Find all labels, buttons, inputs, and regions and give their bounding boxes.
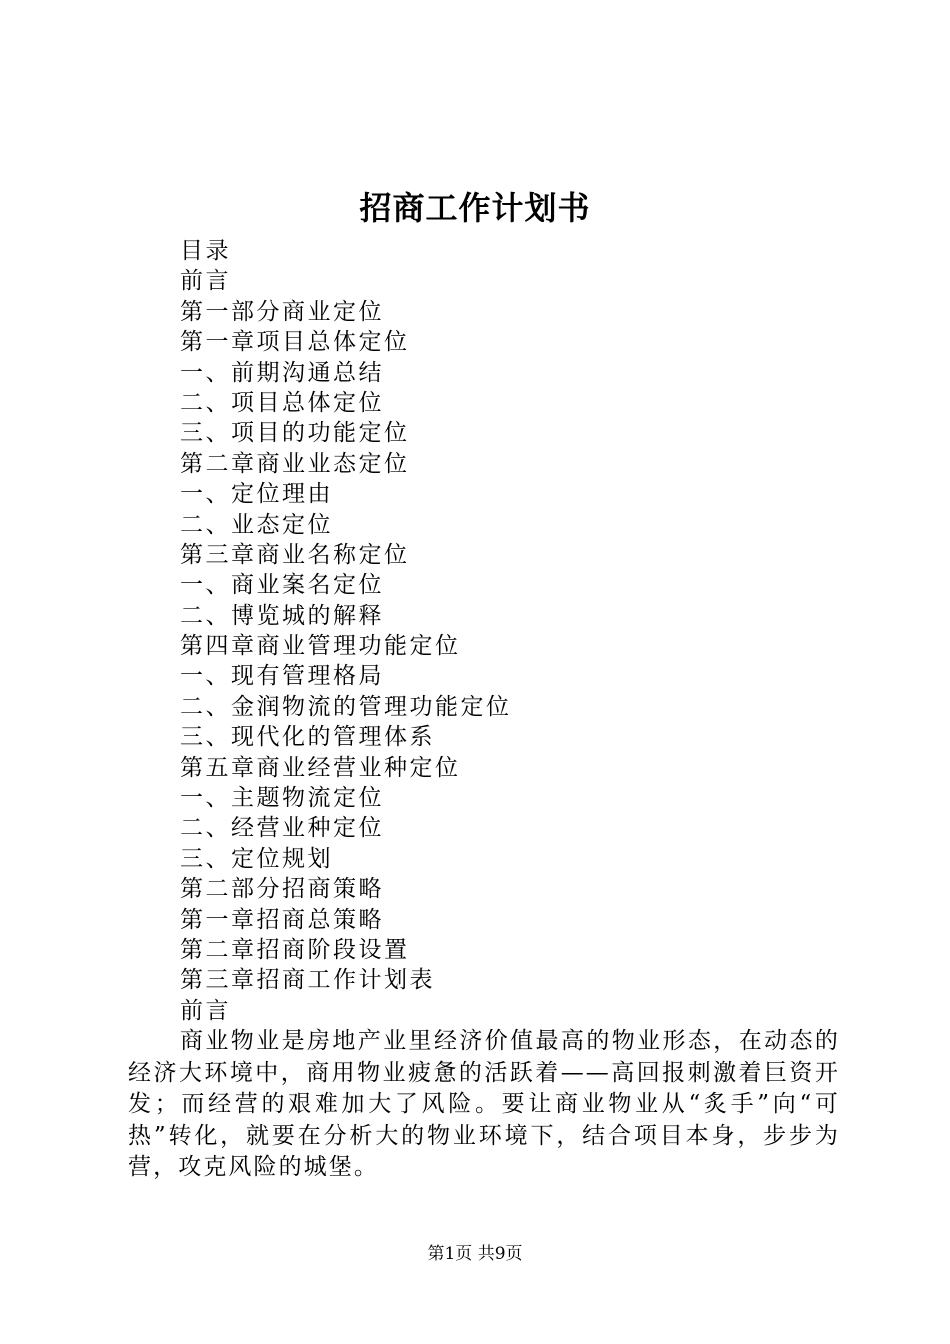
toc-item: 前言 — [180, 268, 231, 295]
toc-item: 一、商业案名定位 — [180, 572, 384, 599]
preface-paragraph: 商业物业是房地产业里经济价值最高的物业形态，在动态的经济大环境中，商用物业疲惫的活跃着——高回报刺激着巨资开发；而经营的艰难加大了风险。要让商业物业从“炙手”向“可热”转化，就要在分析大的物业环境下，结合项目本身，步步为营，攻克风险的城堡。 — [128, 1028, 840, 1180]
toc-item: 第一章招商总策略 — [180, 906, 384, 933]
toc-item: 三、现代化的管理体系 — [180, 724, 435, 751]
toc-item: 二、博览城的解释 — [180, 602, 384, 629]
toc-item: 二、业态定位 — [180, 511, 333, 538]
toc-item: 一、现有管理格局 — [180, 663, 384, 690]
toc-item: 第一部分商业定位 — [180, 298, 384, 325]
toc-item: 三、定位规划 — [180, 845, 333, 872]
page-footer: 第1页 共9页 — [427, 1244, 523, 1264]
toc-item: 第四章商业管理功能定位 — [180, 633, 461, 660]
toc-item: 第五章商业经营业种定位 — [180, 754, 461, 781]
toc-item: 目录 — [180, 238, 231, 264]
toc-item: 第二章商业业态定位 — [180, 450, 410, 477]
toc-item: 第三章招商工作计划表 — [180, 967, 435, 994]
toc-item: 第二部分招商策略 — [180, 876, 384, 903]
toc-item: 第一章项目总体定位 — [180, 329, 410, 356]
toc-item: 前言 — [180, 997, 231, 1024]
toc-item: 二、项目总体定位 — [180, 389, 384, 416]
toc-item: 一、前期沟通总结 — [180, 359, 384, 386]
toc-item: 第三章商业名称定位 — [180, 541, 410, 568]
toc-item: 二、经营业种定位 — [180, 815, 384, 842]
toc-item: 一、定位理由 — [180, 481, 333, 508]
toc-item: 一、主题物流定位 — [180, 785, 384, 812]
table-of-contents — [180, 236, 512, 1026]
toc-item: 第二章招商阶段设置 — [180, 936, 410, 963]
toc-item: 三、项目的功能定位 — [180, 420, 410, 447]
document-title: 招商工作计划书 — [359, 189, 591, 227]
toc-item: 二、金润物流的管理功能定位 — [180, 693, 512, 720]
